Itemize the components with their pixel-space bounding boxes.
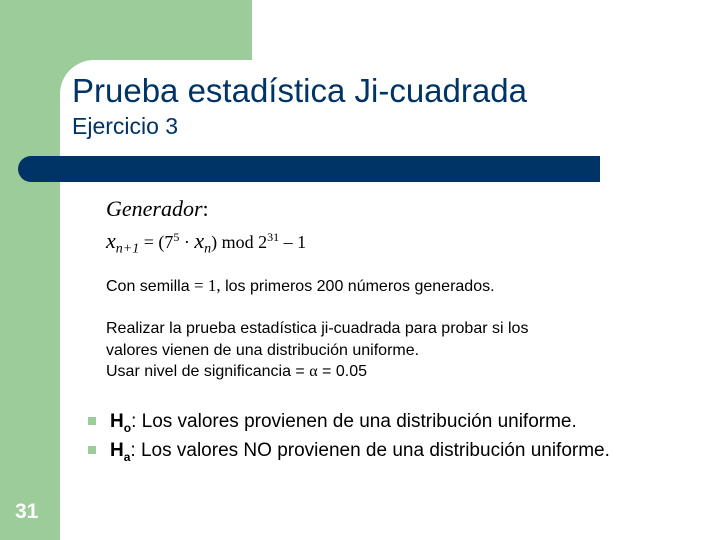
task-line-1: Realizar la prueba estadística ji-cuadrada para probar si los	[106, 320, 529, 337]
page-number: 31	[15, 500, 39, 523]
title-divider-bar	[18, 156, 600, 182]
generator-label: Generador:	[106, 196, 209, 221]
generator-formula: $x_{n+1} = (7^5 \cdot x_n)$ mod $2^{31} - 1$	[106, 228, 307, 257]
slide-subtitle: Ejercicio 3	[72, 113, 179, 139]
bullet-icon	[88, 417, 96, 425]
hypothesis-null: $H_o$: Los valores provienen de una distribución uniforme.	[88, 411, 708, 435]
task-line-3: Usar nivel de significancia = α = 0.05	[106, 363, 367, 380]
bullet-icon	[88, 446, 96, 454]
hypothesis-alternative: $H_a$: Los valores NO provienen de una distribución uniforme.	[88, 440, 708, 464]
seed-statement: Con semilla = 1, los primeros 200 números generados.	[106, 276, 495, 295]
slide-title: Prueba estadística Ji-cuadrada	[72, 72, 527, 109]
task-statement	[106, 318, 528, 383]
task-line-2: valores vienen de una distribución uniforme.	[106, 341, 420, 359]
